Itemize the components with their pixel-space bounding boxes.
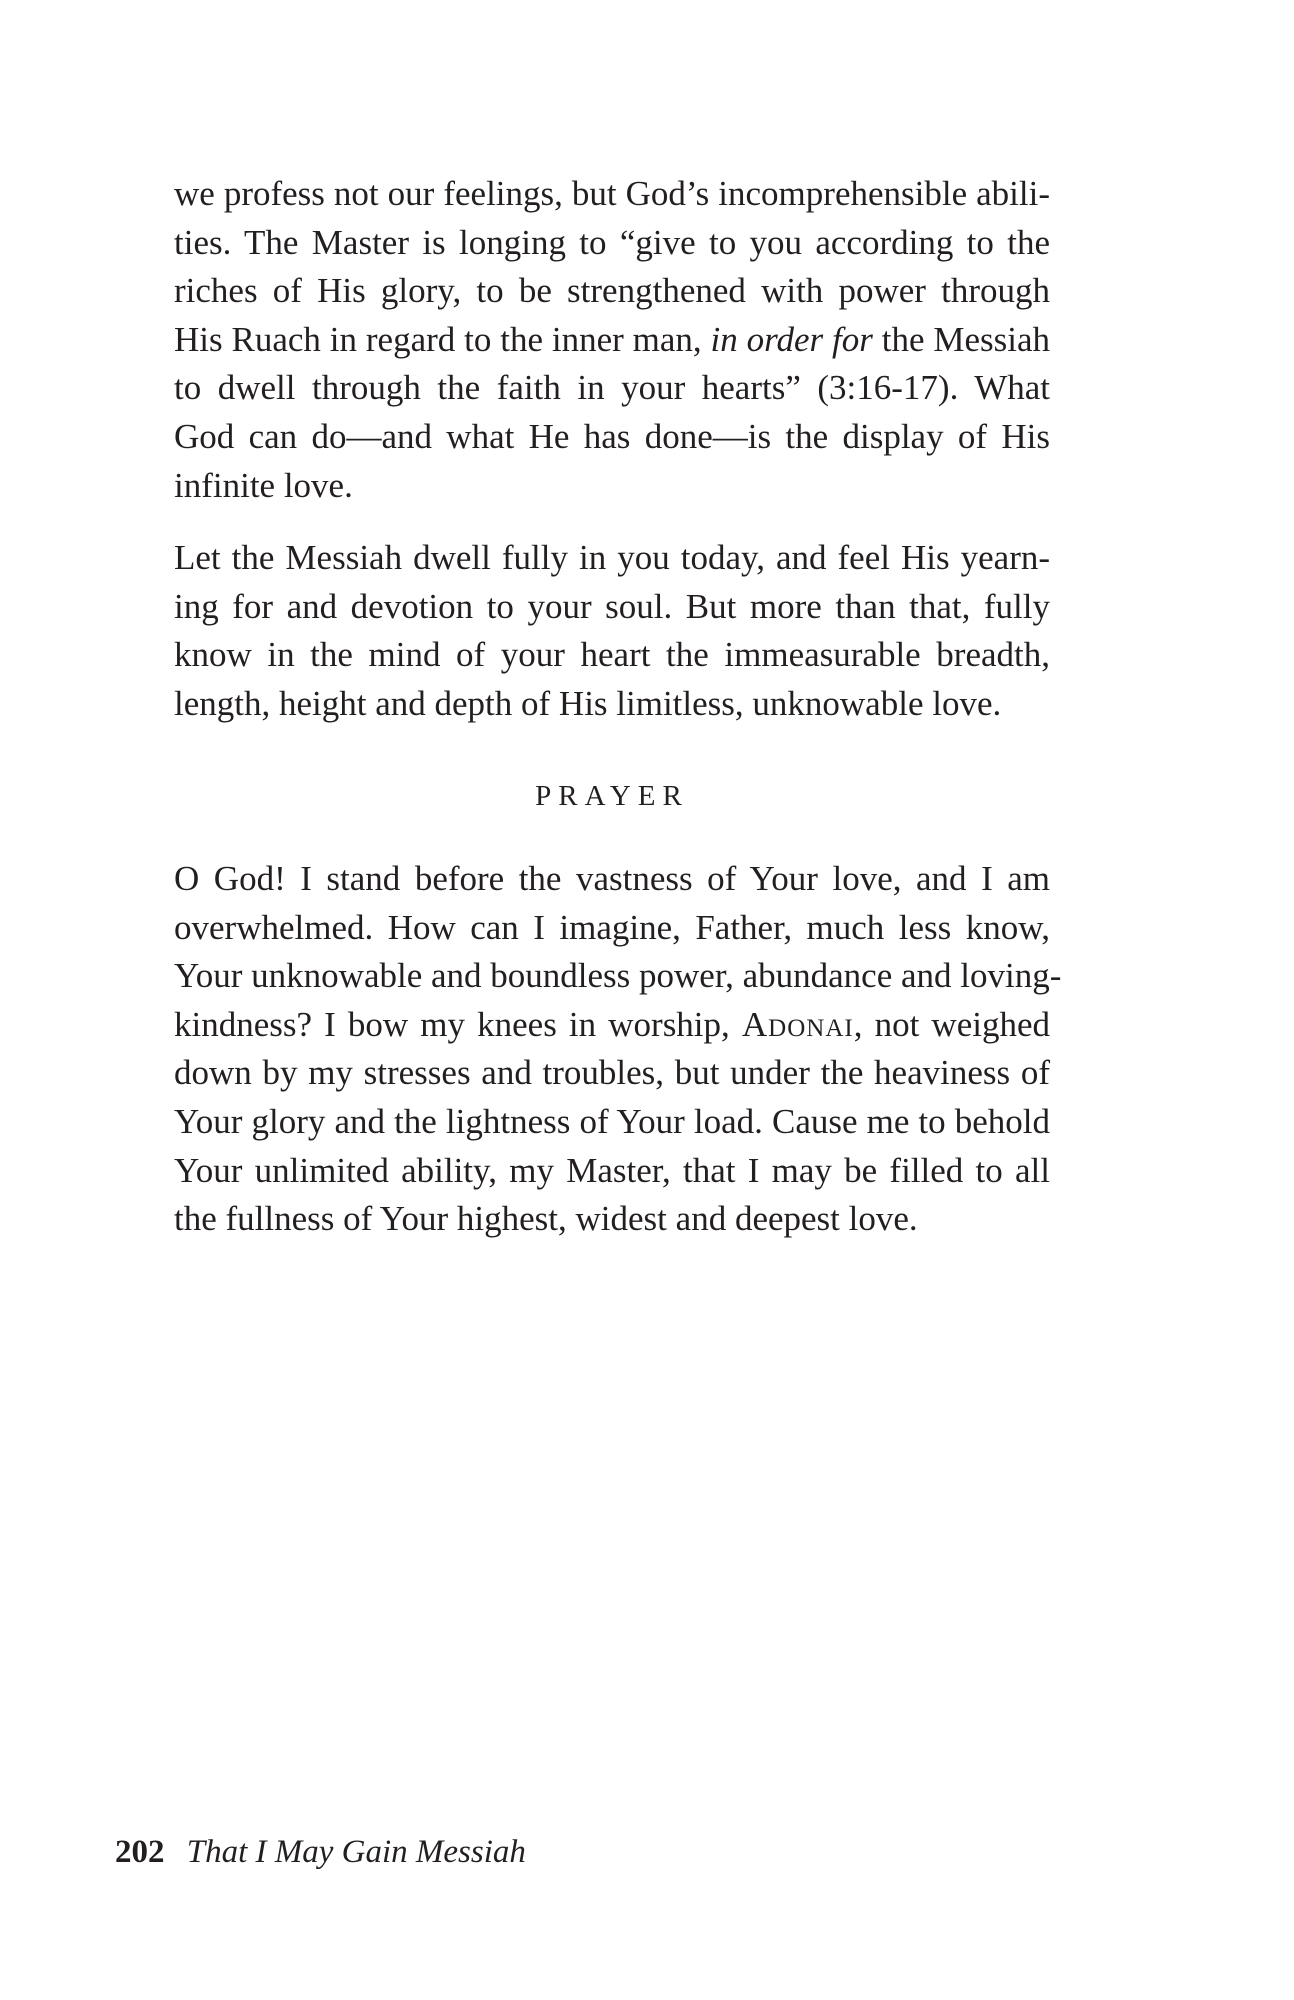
text-line: overwhelmed. How can I imagine, Father, much less know, xyxy=(174,907,1050,947)
page-footer xyxy=(115,1832,526,1872)
italic-emphasis: in order for xyxy=(710,319,873,359)
text-line: Your glory and the lightness of Your load. Cause me to behold xyxy=(174,1101,1050,1141)
text-line: down by my stresses and troubles, but under the heaviness of xyxy=(174,1053,1050,1093)
prayer-paragraph xyxy=(174,855,1062,1244)
text-line: Your unlimited ability, my Master, that I may be filled to all xyxy=(174,1150,1050,1190)
text-line: know in the mind of your heart the immeasurable breadth, xyxy=(174,635,1050,675)
text-line: infinite love. xyxy=(174,465,353,505)
text-line: to dwell through the faith in your hearts” (3:16-17). What xyxy=(174,368,1050,408)
body-paragraph-1 xyxy=(174,170,1050,510)
text-line: ties. The Master is longing to “give to you according to the xyxy=(174,222,1050,262)
text-line: riches of His glory, to be strengthened with power through xyxy=(174,271,1050,311)
divine-name-smallcaps: Adonai xyxy=(741,1004,854,1044)
text-line: Let the Messiah dwell fully in you today, and feel His yearn- xyxy=(174,538,1050,577)
body-paragraph-2 xyxy=(174,534,1050,728)
text-line: O God! I stand before the vastness of Your love, and I am xyxy=(174,859,1050,898)
text-line: Your unknowable and boundless power, abundance and loving- xyxy=(174,956,1062,996)
page-number: 202 xyxy=(115,1834,165,1870)
text-line: length, height and depth of His limitless, unknowable love. xyxy=(174,683,1002,723)
prayer-heading: PRAYER xyxy=(535,780,689,812)
text-line: the fullness of Your highest, widest and deepest love. xyxy=(174,1199,918,1239)
running-title: That I May Gain Messiah xyxy=(186,1834,526,1870)
text-line: His Ruach in regard to the inner man, in order for the Messiah xyxy=(174,319,1051,359)
text-line: kindness? I bow my knees in worship, Adonai, not weighed xyxy=(174,1004,1050,1044)
text-line: ing for and devotion to your soul. But more than that, fully xyxy=(174,586,1050,626)
text-line: God can do—and what He has done—is the display of His xyxy=(174,416,1050,456)
text-line: we profess not our feelings, but God’s incomprehensible abili- xyxy=(174,174,1050,213)
